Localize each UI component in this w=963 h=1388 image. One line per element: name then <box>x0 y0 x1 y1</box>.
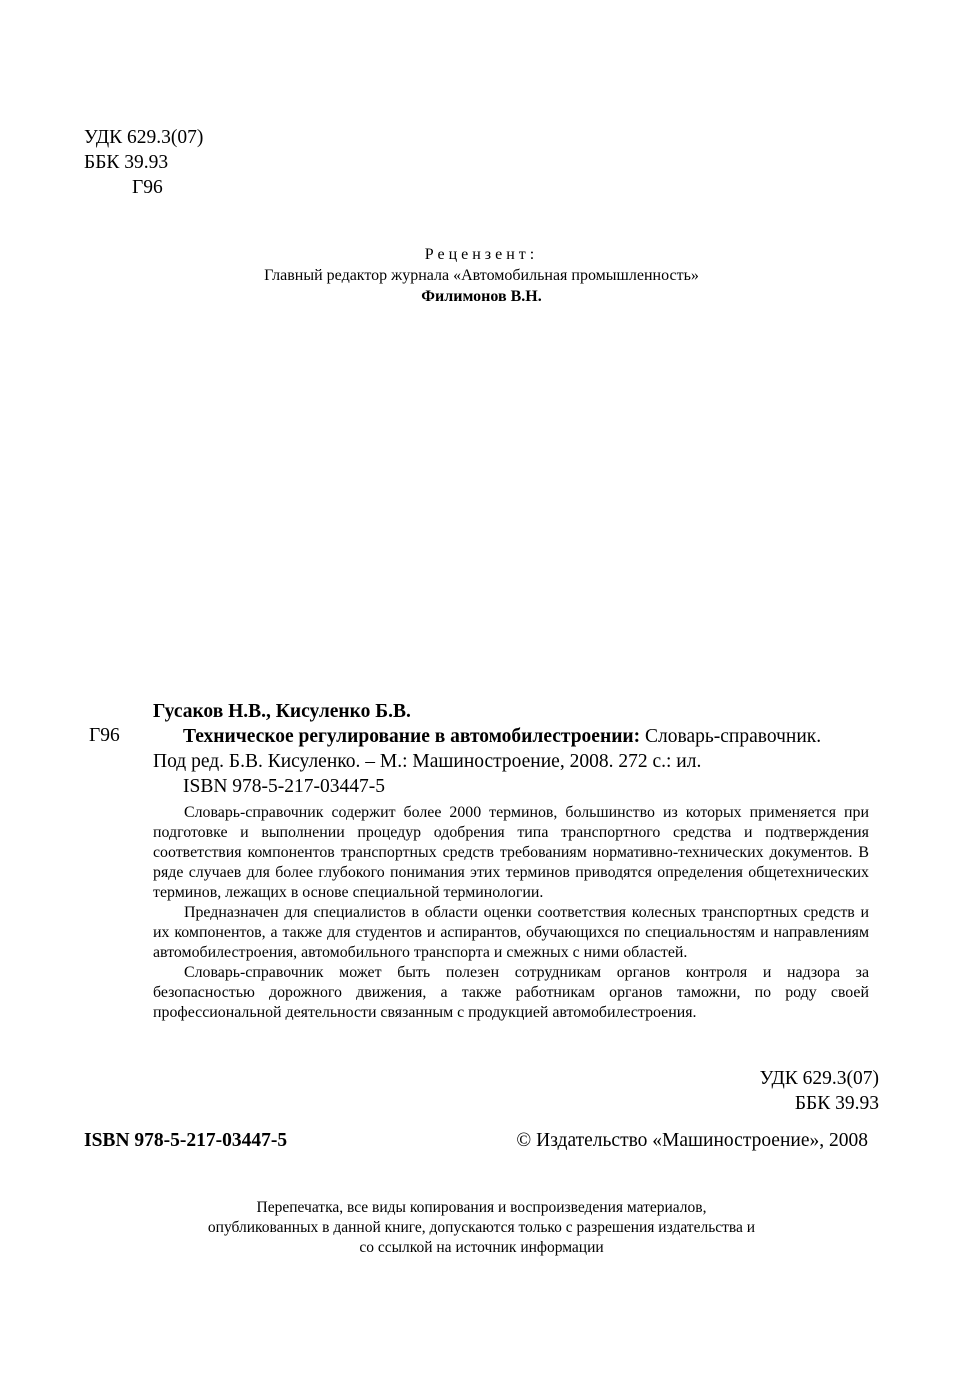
bbk-code: ББК 39.93 <box>794 1093 879 1114</box>
annotation-paragraph: Словарь-справочник может быть полезен сотрудникам органов контроля и надзора за безопасностью дорожного движения, а также работникам органов таможни, по роду своей профессиональной деятельности связанным с продукцией автомобилестроения. <box>153 964 869 1021</box>
reviewer-label: Рецензент: <box>424 246 539 263</box>
reprint-note-line: со ссылкой на источник информации <box>359 1239 604 1256</box>
reprint-note <box>0 1198 963 1258</box>
entry-title-bold: Техническое регулирование в автомобилестроении: <box>183 726 641 747</box>
bbk-code-top: ББК 39.93 <box>84 152 169 173</box>
bibliographic-entry <box>153 699 869 799</box>
author-mark-top: Г96 <box>132 177 163 198</box>
udk-code-top: УДК 629.3(07) <box>84 127 204 148</box>
entry-imprint: Под ред. Б.В. Кисуленко. – М.: Машиностроение, 2008. 272 с.: ил. <box>153 751 702 772</box>
reprint-note-line: опубликованных в данной книге, допускаются только с разрешения издательства и <box>207 1219 756 1236</box>
reprint-note-line: Перепечатка, все виды копирования и воспроизведения материалов, <box>256 1199 707 1216</box>
reviewer-position: Главный редактор журнала «Автомобильная промышленность» <box>264 267 699 284</box>
reviewer-block <box>0 244 963 307</box>
copyright: © Издательство «Машиностроение», 2008 <box>516 1130 868 1151</box>
entry-title-rest: Словарь-справочник. <box>640 726 822 747</box>
annotation-paragraph: Словарь-справочник содержит более 2000 терминов, большинство из которых применяется при подготовке и выполнении процедур одобрения типа транспортного средства и подтверждения соответствия компонентов транспортных средств требованиям нормативно-технических документов. В ряде случаев для более глубокого понимания этих терминов приводятся определения общетехнических терминов, лежащих в основе специальной терминологии. <box>153 804 869 901</box>
annotation-paragraph: Предназначен для специалистов в области оценки соответствия колесных транспортных средств и их компонентов, а также для студентов и аспирантов, обучающихся по специальностям и направлениям автомобилестроения, автомобильного транспорта и смежных с ними областей. <box>153 904 869 961</box>
entry-isbn: ISBN 978-5-217-03447-5 <box>183 776 386 797</box>
annotation <box>153 803 869 1023</box>
isbn-bottom: ISBN 978-5-217-03447-5 <box>84 1130 288 1151</box>
entry-title <box>153 724 869 749</box>
author-mark-entry: Г96 <box>89 725 120 746</box>
classification-codes <box>760 1066 879 1116</box>
udk-code: УДК 629.3(07) <box>759 1068 879 1089</box>
entry-authors: Гусаков Н.В., Кисуленко Б.В. <box>153 701 411 722</box>
reviewer-name: Филимонов В.Н. <box>421 288 542 305</box>
